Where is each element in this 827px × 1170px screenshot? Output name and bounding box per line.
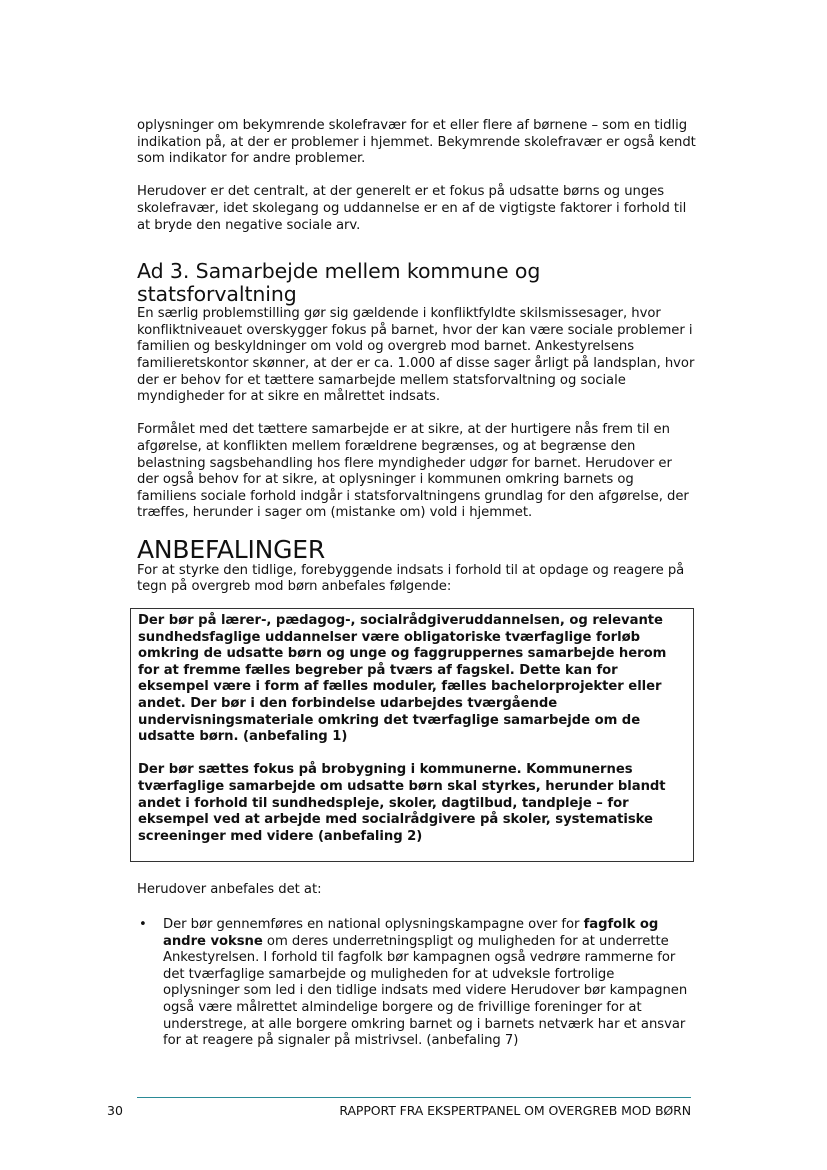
- additional-recommendations-intro: Herudover anbefales det at:: [137, 882, 322, 898]
- intro-paragraph-2: Herudover er det centralt, at der generelt er et fokus på udsatte børns og unges skolefravær, idet skolegang og uddannelse er en af de vigtigste faktorer i forhold til at bryde den negative sociale arv.: [137, 184, 687, 233]
- intro-paragraph-1: oplysninger om bekymrende skolefravær for et eller flere af børnene – som en tidlig indikation på, at der er problemer i hjemmet. Bekymrende skolefravær er også kendt som indikator for andre problemer.: [137, 118, 696, 167]
- running-title: RAPPORT FRA EKSPERTPANEL OM OVERGREB MOD BØRN: [339, 1103, 691, 1118]
- section-3-paragraph-2: Formålet med det tættere samarbejde er at sikre, at der hurtigere nås frem til en afgørelse, at konflikten mellem forældrene begrænses, og at begrænse den belastning sagsbehandling hos flere myndigheder udgør for barnet. Herudover er der også behov for at sikre, at oplysninger i kommunen omkring barnets og familiens sociale forhold indgår i statsforvaltningens grundlag for den afgørelse, der træffes, herunder i sager om (mistanke om) vold i hjemmet.: [137, 422, 689, 521]
- bullet-text-end: om deres underretningspligt og muligheden for at underrette Ankestyrelsen. I forhold til fagfolk bør kampagnen også vedrøre rammerne for det tværfaglige samarbejde og muligheden for at udveksle fortrolige oplysninger som led i den tidlige indsats med videre Herudover bør kampagnen også være målrettet almindelige borgere og de frivillige foreninger for at understrege, at alle borgere omkring barnet og i barnets netværk har et ansvar for at reagere på signaler på mistrivsel. (anbefaling 7): [163, 933, 688, 1049]
- recommendation-2: Der bør sættes fokus på brobygning i kommunerne. Kommunernes tværfaglige samarbejde om udsatte børn skal styrkes, herunder blandt andet i forhold til sundhedspleje, skoler, dagtilbud, tandpleje – for eksempel ved at arbejde med socialrådgivere på skoler, systematiske screeninger med videre (anbefaling 2): [138, 762, 666, 844]
- recommendations-box: [130, 608, 694, 862]
- recommendation-1: Der bør på lærer-, pædagog-, socialrådgiveruddannelsen, og relevante sundhedsfaglige uddannelser være obligatoriske tværfaglige forløb omkring de udsatte børn og unge og faggruppernes samarbejde herom for at fremme fælles begreber på tværs af fagskel. Dette kan for eksempel være i form af fælles moduler, fælles bachelorprojekter eller andet. Der bør i den forbindelse udarbejdes tværgående undervisningsmateriale omkring det tværfaglige samarbejde om de udsatte børn. (anbefaling 1): [138, 613, 667, 745]
- bullet-text-start: Der bør gennemføres en national oplysningskampagne over for: [163, 916, 584, 932]
- recommendations-intro: For at styrke den tidlige, forebyggende indsats i forhold til at opdage og reagere på tegn på overgreb mod børn anbefales følgende:: [137, 562, 685, 595]
- section-3-paragraph-1: En særlig problemstilling gør sig gældende i konfliktfyldte skilsmissesager, hvor konfliktniveauet overskygger fokus på barnet, hvor der kan være sociale problemer i familien og beskyldninger om vold og overgreb mod barnet. Ankestyrelsens familieretskontor skønner, at der er ca. 1.000 af disse sager årligt på landsplan, hvor der er behov for et tættere samarbejde mellem statsforvaltning og sociale myndigheder for at sikre en målrettet indsats.: [137, 306, 695, 405]
- bullet-icon: •: [139, 916, 147, 932]
- section-3-heading: Ad 3. Samarbejde mellem kommune og statsforvaltning: [137, 259, 541, 307]
- page-number: 30: [107, 1103, 123, 1118]
- recommendation-bullet-list: [137, 917, 697, 1050]
- list-item: [137, 917, 693, 1050]
- bullet-text-bold: fagfolk og andre voksne: [163, 916, 659, 949]
- footer-rule: [137, 1097, 691, 1098]
- page-body: [137, 118, 697, 1050]
- recommendations-heading: ANBEFALINGER: [137, 534, 326, 564]
